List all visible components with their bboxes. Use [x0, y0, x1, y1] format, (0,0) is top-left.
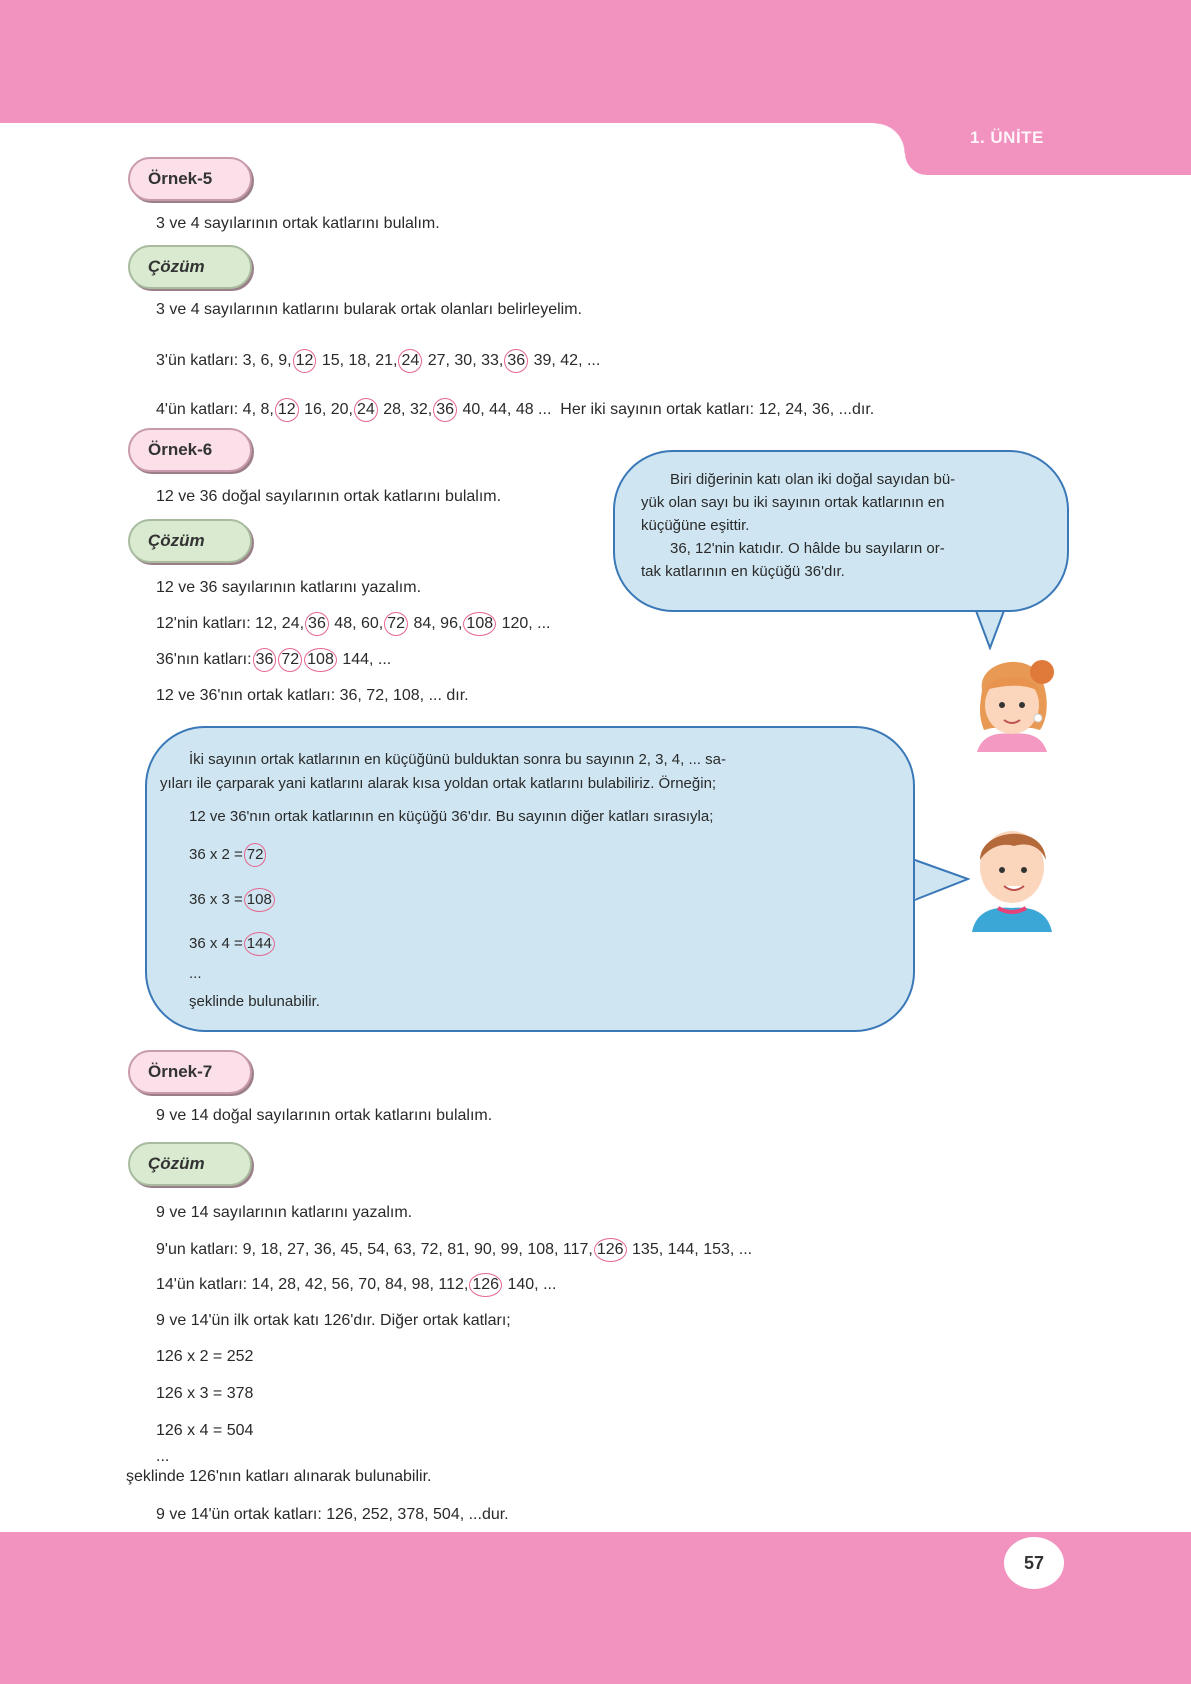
- circled-number: 24: [354, 398, 378, 422]
- line3-a: 3, 6, 9,: [242, 352, 292, 369]
- circled-number: 24: [398, 349, 422, 373]
- line12-prefix: 12'nin katları: 12, 24,: [156, 615, 305, 632]
- boy-illustration-icon: [962, 822, 1062, 932]
- circled-number: 126: [594, 1238, 627, 1262]
- ornek7-dots: ...: [156, 1448, 170, 1465]
- circled-number: 108: [304, 648, 337, 672]
- bubble2-end: şeklinde bulunabilir.: [189, 993, 320, 1010]
- unit-label: 1. ÜNİTE: [970, 128, 1044, 147]
- bubble1-line2: yük olan sayı bu iki sayının ortak katlarının en: [641, 494, 945, 511]
- ornek6-label: Örnek-6: [128, 428, 252, 472]
- line9-prefix: 9'un katları: 9, 18, 27, 36, 45, 54, 63, 72, 81, 90, 99, 108, 117,: [156, 1241, 593, 1258]
- line3-e: 39, 42, ...: [533, 352, 601, 369]
- ornek5-question: 3 ve 4 sayılarının ortak katlarını bulalım.: [156, 215, 440, 232]
- line4-d: 28, 32,: [383, 401, 433, 418]
- line3-d: 27, 30, 33,: [427, 352, 504, 369]
- top-band: [0, 0, 1191, 123]
- m3-expr: 36 x 4 =: [189, 935, 243, 952]
- bubble1-line3: küçüğüne eşittir.: [641, 517, 750, 534]
- bubble1-line1: Biri diğerinin katı olan iki doğal sayıdan bü-: [670, 471, 956, 488]
- bubble2-line1: İki sayının ortak katlarının en küçüğünü bulduktan sonra bu sayının 2, 3, 4, ... sa-: [189, 751, 726, 768]
- line14-prefix: 14'ün katları: 14, 28, 42, 56, 70, 84, 98, 112,: [156, 1276, 469, 1293]
- bubble2-dots: ...: [189, 965, 202, 982]
- circled-number: 72: [244, 843, 267, 867]
- ornek5-label: Örnek-5: [128, 157, 252, 201]
- bubble2-line3: 12 ve 36'nın ortak katlarının en küçüğü 36'dır. Bu sayının diğer katları sırasıyla;: [189, 808, 714, 825]
- m1-expr: 36 x 2 =: [189, 846, 243, 863]
- circled-number: 36: [253, 648, 277, 672]
- line12-e: 120, ...: [501, 615, 551, 632]
- ornek7-intro: 9 ve 14 sayılarının katlarını yazalım.: [156, 1204, 413, 1221]
- ornek7-cozum-label: Çözüm: [128, 1142, 252, 1186]
- line4-b: 16, 20,: [304, 401, 353, 418]
- ornek5-line4: [156, 398, 874, 422]
- ornek7-m1: 126 x 2 = 252: [156, 1348, 254, 1365]
- unit-tab: [905, 123, 1191, 175]
- line3-prefix: 3'ün katları:: [156, 352, 239, 369]
- ornek6-line12: [156, 612, 551, 636]
- ornek5-result: Her iki sayının ortak katları: 12, 24, 36, ...dır.: [560, 401, 875, 418]
- line4-prefix: 4'ün katları:: [156, 401, 239, 418]
- line12-b: 84, 96,: [413, 615, 463, 632]
- bubble1-line5: tak katlarının en küçüğü 36'dır.: [641, 563, 845, 580]
- ornek5-line3: [156, 349, 600, 373]
- circled-number: 36: [305, 612, 329, 636]
- line3-b: 15, 18, 21,: [321, 352, 398, 369]
- ornek7-line14: [156, 1273, 556, 1297]
- circled-number: 72: [384, 612, 408, 636]
- bubble1-line4: 36, 12'nin katıdır. O hâlde bu sayıların or-: [670, 540, 945, 557]
- ornek6-result: 12 ve 36'nın ortak katları: 36, 72, 108, ... dır.: [156, 687, 469, 704]
- ornek6-intro: 12 ve 36 sayılarının katlarını yazalım.: [156, 579, 422, 596]
- line4-a: 4, 8,: [242, 401, 274, 418]
- ornek7-question: 9 ve 14 doğal sayılarının ortak katlarını bulalım.: [156, 1107, 493, 1124]
- girl-illustration-icon: [962, 650, 1062, 752]
- line36-prefix: 36'nın katları:: [156, 651, 252, 668]
- info-bubble-2: [145, 726, 915, 1032]
- line4-e: 40, 44, 48 ...: [462, 401, 552, 418]
- bubble2-line2: yıları ile çarparak yani katlarını alarak kısa yoldan ortak katlarını bulabiliriz. Örneğin;: [160, 775, 717, 792]
- circled-number: 126: [469, 1273, 502, 1297]
- ornek7-result: 9 ve 14'ün ortak katları: 126, 252, 378, 504, ...dur.: [156, 1506, 509, 1523]
- line14-e: 140, ...: [507, 1276, 557, 1293]
- line36-e: 144, ...: [342, 651, 392, 668]
- ornek7-label: Örnek-7: [128, 1050, 252, 1094]
- bubble2-tail: [910, 855, 970, 905]
- page-number: 57: [1023, 1552, 1045, 1573]
- ornek5-intro: 3 ve 4 sayılarının katlarını bularak ortak olanları belirleyelim.: [156, 301, 582, 318]
- circled-number: 144: [244, 932, 275, 956]
- ornek7-m2: 126 x 3 = 378: [156, 1385, 254, 1402]
- ornek7-m3: 126 x 4 = 504: [156, 1422, 254, 1439]
- ornek7-line9: [156, 1238, 752, 1262]
- page-number-badge: [1004, 1537, 1064, 1589]
- bubble2-m2: [189, 888, 276, 912]
- ornek7-end: şeklinde 126'nın katları alınarak bulunabilir.: [126, 1468, 432, 1485]
- circled-number: 108: [463, 612, 496, 636]
- bubble2-m1: [189, 843, 267, 867]
- circled-number: 72: [278, 648, 302, 672]
- ornek6-line36: [156, 648, 391, 672]
- circled-number: 12: [275, 398, 299, 422]
- ornek6-question: 12 ve 36 doğal sayılarının ortak katlarını bulalım.: [156, 488, 502, 505]
- ornek5-cozum-label: Çözüm: [128, 245, 252, 289]
- circled-number: 36: [433, 398, 457, 422]
- bubble2-m3: [189, 932, 276, 956]
- ornek6-cozum-label: Çözüm: [128, 519, 252, 563]
- circled-number: 12: [293, 349, 317, 373]
- m2-expr: 36 x 3 =: [189, 891, 243, 908]
- ornek7-first: 9 ve 14'ün ilk ortak katı 126'dır. Diğer ortak katları;: [156, 1312, 511, 1329]
- circled-number: 108: [244, 888, 275, 912]
- line9-e: 135, 144, 153, ...: [632, 1241, 753, 1258]
- line12-a: 48, 60,: [334, 615, 384, 632]
- circled-number: 36: [504, 349, 528, 373]
